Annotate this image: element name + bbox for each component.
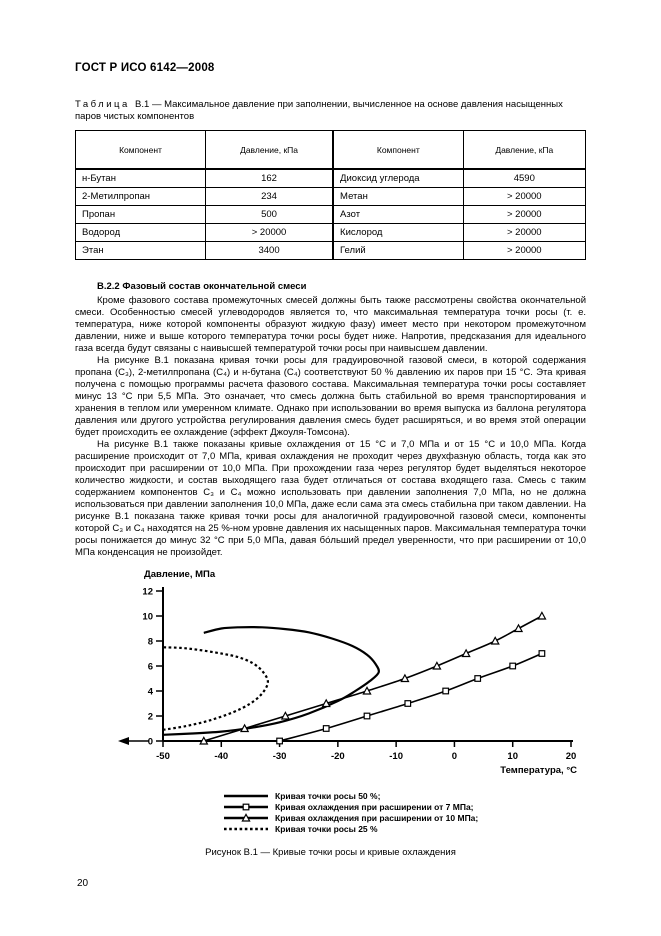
component-cell: Пропан <box>76 206 206 224</box>
column-header: Компонент <box>76 131 206 170</box>
column-header: Компонент <box>333 131 463 170</box>
table-caption-text: — Максимальное давление при заполнении, вычисленное на основе давления насыщенных паров чистых компонентов <box>75 99 563 122</box>
square-marker <box>405 701 411 707</box>
paragraph: На рисунке В.1 показана кривая точки росы для градуировочной газовой смеси, в которой содержания пропана (С₃), 2-метилпропана (С₄) и н-бутана (С₄) соответствуют 50 % давлению их паров при 15 °С. Эта кривая получена с помощью программы расчета фазового состава. Максимальная температура точки росы составляет минус 13 °С при 5,5 МПа. Это означает, что смесь должна быть стабильной во время транспортирования и хранения в теплом или умеренном климате. Однако при использовании во время выпуска из баллона регулятора давления или другого устройства регулирования давления смесь будет расширяться, и во время этой операции будет происходить ее охлаждение (эффект Джоуля-Томсона). <box>75 355 586 438</box>
axis-arrow-left-head <box>118 737 129 745</box>
section-heading: В.2.2 Фазовый состав окончательной смеси <box>97 281 307 292</box>
column-header: Давление, кПа <box>206 131 334 170</box>
y-tick-label: 0 <box>147 736 153 748</box>
legend-triangle-line-sample <box>223 813 269 823</box>
table-row <box>76 206 586 224</box>
pressure-cell: 500 <box>206 206 334 224</box>
square-marker <box>364 713 370 719</box>
legend-label: Кривая точки росы 50 %; <box>275 790 381 801</box>
legend-item <box>223 812 586 823</box>
square-marker <box>539 651 545 657</box>
table-body <box>76 169 586 260</box>
component-cell: Водород <box>76 224 206 242</box>
legend-label: Кривая охлаждения при расширении от 10 МПа; <box>275 812 479 823</box>
document-title: ГОСТ Р ИСО 6142—2008 <box>75 62 215 74</box>
y-tick-label: 6 <box>147 661 153 673</box>
component-cell: н-Бутан <box>76 169 206 188</box>
x-tick-label: 0 <box>451 751 458 762</box>
series-4-curve <box>163 647 268 730</box>
table-caption <box>75 99 586 123</box>
square-marker <box>475 676 481 682</box>
square-marker <box>443 688 449 694</box>
pressure-cell: > 20000 <box>463 206 585 224</box>
pressure-cell: 234 <box>206 188 334 206</box>
x-axis-title: Температура, °С <box>500 765 577 776</box>
square-marker <box>510 663 516 669</box>
pressure-cell: > 20000 <box>206 224 334 242</box>
legend-label: Кривая точки росы 25 % <box>275 823 378 834</box>
component-cell: 2-Метилпропан <box>76 188 206 206</box>
x-tick-label: -30 <box>272 751 287 762</box>
x-tick-label: -40 <box>214 751 229 762</box>
legend-square-line-sample <box>223 802 269 812</box>
table-header-row <box>76 131 586 170</box>
pressure-cell: > 20000 <box>463 188 585 206</box>
table-row <box>76 188 586 206</box>
triangle-marker <box>515 625 522 632</box>
pressure-cell: 3400 <box>206 242 334 260</box>
column-header: Давление, кПа <box>463 131 585 170</box>
component-cell: Диоксид углерода <box>333 169 463 188</box>
square-marker <box>323 726 329 732</box>
dew-point-chart <box>111 565 621 783</box>
table-row <box>76 169 586 188</box>
legend-item <box>223 801 586 812</box>
pressure-table <box>75 130 586 260</box>
legend-label: Кривая охлаждения при расширении от 7 МПа; <box>275 801 474 812</box>
triangle-marker <box>538 612 545 619</box>
y-tick-label: 2 <box>147 711 153 723</box>
legend-item <box>223 823 586 834</box>
component-cell: Кислород <box>333 224 463 242</box>
pressure-cell: > 20000 <box>463 242 585 260</box>
y-tick-label: 8 <box>147 636 153 648</box>
paragraph: Кроме фазового состава промежуточных смесей должны быть также рассмотрены свойства окончательной смеси. Особенностью смесей углеводородов является то, что максимальная температура точки росы (т. е. температура, ниже которой компоненты образуют жидкую фазу) имеет место при некотором промежуточном давлении, ниже и выше которого температура точки росы будет ниже. Напротив, предсказания для идеального газа всегда будут связаны с наивысшей температурой точки росы при наивысшем давлении. <box>75 295 586 354</box>
component-cell: Азот <box>333 206 463 224</box>
x-tick-label: -50 <box>156 751 170 762</box>
square-marker <box>277 738 283 744</box>
x-tick-label: 20 <box>565 751 577 762</box>
body-paragraphs <box>75 295 586 559</box>
series-2-curve <box>280 654 542 742</box>
pressure-cell: 4590 <box>463 169 585 188</box>
pressure-cell: > 20000 <box>463 224 585 242</box>
table-caption-word: Таблица <box>75 99 130 110</box>
legend-solid-line-sample <box>223 791 269 801</box>
table-row <box>76 224 586 242</box>
y-tick-label: 4 <box>147 686 153 698</box>
legend-dotted-line-sample <box>223 824 269 834</box>
y-axis-title: Давление, МПа <box>144 569 216 580</box>
figure-caption: Рисунок В.1 — Кривые точки росы и кривые охлаждения <box>205 847 456 858</box>
series-1-curve <box>163 627 379 735</box>
paragraph: На рисунке В.1 также показаны кривые охлаждения от 15 °С и 7,0 МПа и от 15 °С и 10,0 МПа. Когда расширение происходит от 7,0 МПа, кривая охлаждения не проходит через двухфазную область, тогда как это происходит при расширении от 10,0 МПа. При прохождении газа через регулятор будет выделяться некоторое количество жидкости, и состав выходящего газа будет отличаться от состава входящего газа. Смесь с таким содержанием компонентов С₃ и С₄ можно использовать при давлении заполнения 7,0 МПа, но не должна использоваться при давлении заполнения 10,0 МПа, даже если сама эта смесь стабильна при таком давлении. На рисунке В.1 показана также кривая точки росы для аналогичной градуировочной газовой смеси, компоненты которой С₃ и С₄ находятся на 25 %-ном уровне давления их насыщенных паров. Максимальная температура точки росы понижается до минус 32 °С при 5,0 МПа, давая бо́льший предел уверенности, что при расширении от 10,0 МПа конденсация не произойдет. <box>75 439 586 558</box>
component-cell: Гелий <box>333 242 463 260</box>
page-number: 20 <box>77 878 89 889</box>
chart-legend <box>223 790 586 834</box>
pressure-cell: 162 <box>206 169 334 188</box>
table-caption-number: В.1 <box>135 99 150 110</box>
figure-chart <box>111 565 586 788</box>
x-tick-label: 10 <box>507 751 519 762</box>
triangle-marker <box>492 637 499 644</box>
page-content <box>75 62 586 858</box>
y-tick-label: 12 <box>142 586 153 598</box>
table-row <box>76 242 586 260</box>
legend-item <box>223 790 586 801</box>
x-tick-label: -10 <box>389 751 404 762</box>
component-cell: Метан <box>333 188 463 206</box>
x-tick-label: -20 <box>330 751 345 762</box>
component-cell: Этан <box>76 242 206 260</box>
y-tick-label: 10 <box>142 611 153 623</box>
